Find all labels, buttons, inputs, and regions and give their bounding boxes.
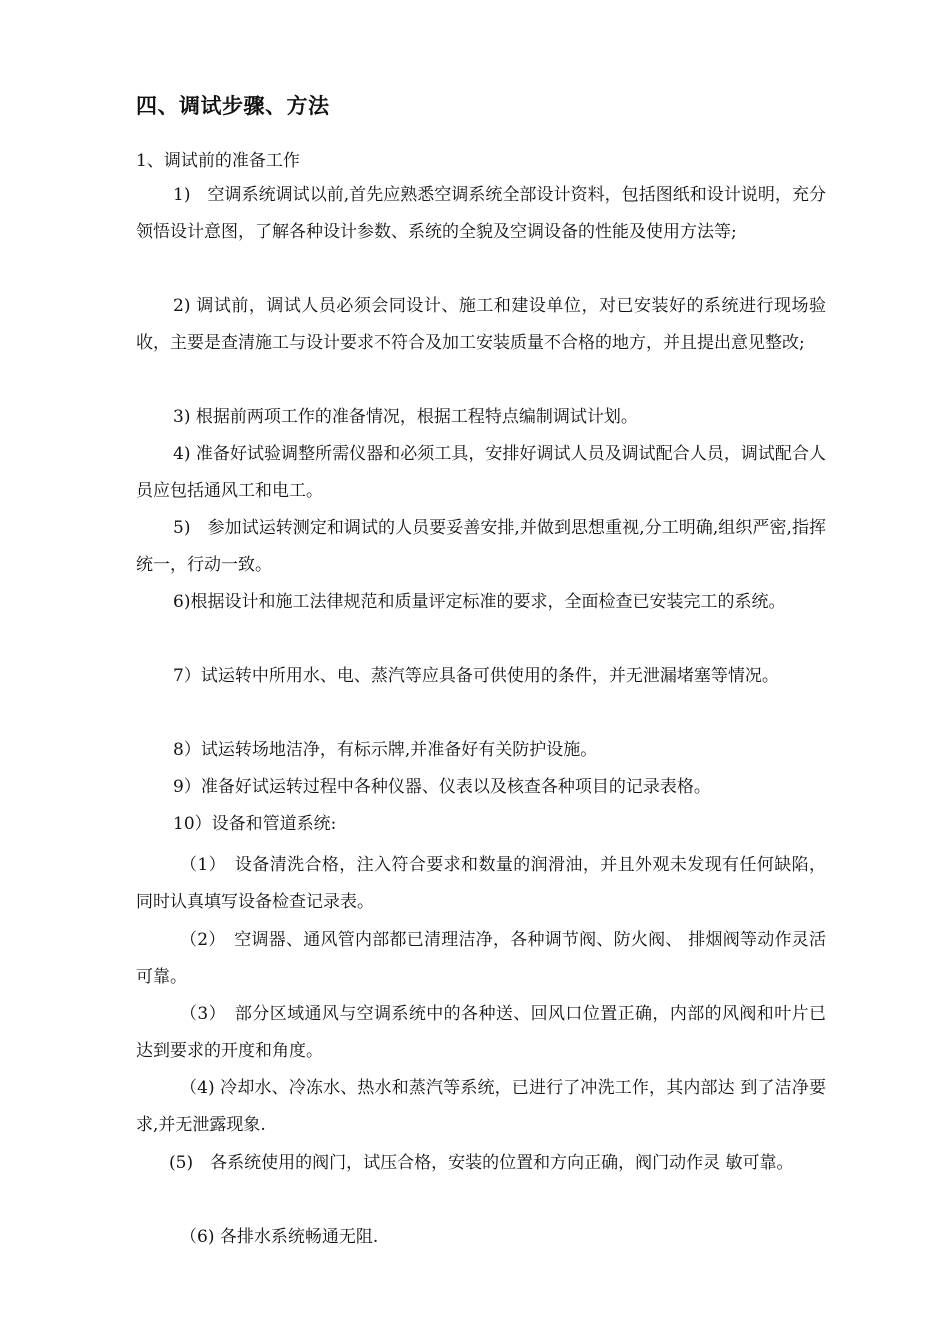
sub-item-5: (5) 各系统使用的阀门，试压合格，安装的位置和方向正确，阀门动作灵 敏可靠。 xyxy=(169,1153,794,1173)
sub-item-4: （4) 冷却水、冷冻水、热水和蒸汽等系统，已进行了冲洗工作，其内部达 到了洁净要求,并无泄露现象. xyxy=(136,1078,826,1135)
paragraph-item-6: 6)根据设计和施工法律规范和质量评定标准的要求，全面检查已安装完工的系统。 xyxy=(173,592,786,612)
paragraph-item-2: 2) 调试前，调试人员必须会同设计、施工和建设单位，对已安装好的系统进行现场验收，主要是查清施工与设计要求不符合及加工安装质量不合格的地方，并且提出意见整改; xyxy=(136,296,826,353)
paragraph-item-7: 7）试运转中所用水、电、蒸汽等应具备可供使用的条件，并无泄漏堵塞等情况。 xyxy=(173,666,779,686)
paragraph-item-9: 9）准备好试运转过程中各种仪器、仪表以及核查各种项目的记录表格。 xyxy=(173,777,711,797)
sub-item-2: （2） 空调器、通风管内部都已清理洁净，各种调节阀、防火阀、 排烟阀等动作灵活可靠。 xyxy=(136,930,826,987)
paragraph-item-10: 10）设备和管道系统: xyxy=(173,814,337,834)
paragraph-item-1: 1) 空调系统调试以前,首先应熟悉空调系统全部设计资料，包括图纸和设计说明，充分领悟设计意图，了解各种设计参数、系统的全貌及空调设备的性能及使用方法等; xyxy=(136,185,826,242)
sub-item-1: （1） 设备清洗合格，注入符合要求和数量的润滑油，并且外观未发现有任何缺陷，同时认真填写设备检查记录表。 xyxy=(136,855,826,912)
paragraph-item-3: 3) 根据前两项工作的准备情况，根据工程特点编制调试计划。 xyxy=(173,407,638,427)
section-heading: 1、调试前的准备工作 xyxy=(136,151,300,171)
paragraph-item-5: 5) 参加试运转测定和调试的人员要妥善安排,并做到思想重视,分工明确,组织严密,指挥统一，行动一致。 xyxy=(136,518,826,575)
paragraph-item-8: 8）试运转场地洁净，有标示牌,并准备好有关防护设施。 xyxy=(173,740,598,760)
page-title: 四、调试步骤、方法 xyxy=(136,93,330,118)
sub-item-6: （6) 各排水系统畅通无阻. xyxy=(180,1227,379,1247)
paragraph-item-4: 4) 准备好试验调整所需仪器和必须工具，安排好调试人员及调试配合人员，调试配合人员应包括通风工和电工。 xyxy=(136,444,826,501)
sub-item-3: （3） 部分区域通风与空调系统中的各种送、回风口位置正确，内部的风阀和叶片已 达到要求的开度和角度。 xyxy=(136,1004,826,1061)
